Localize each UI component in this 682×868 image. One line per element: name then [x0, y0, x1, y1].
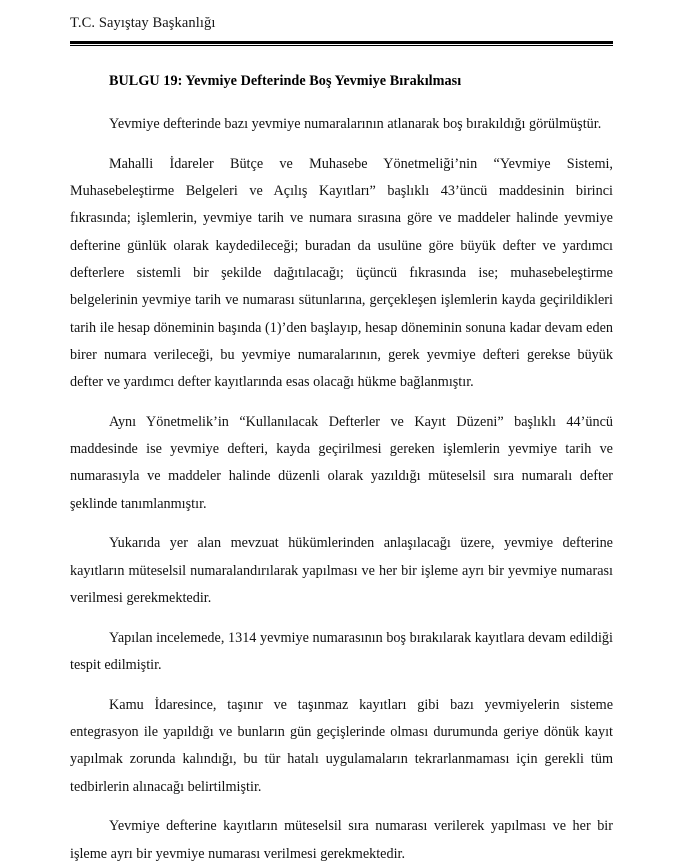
paragraph-recommendation: Yevmiye defterine kayıtların müteselsil sıra numarası verilerek yapılması ve her bir işleme ayrı bir yevmiye numarası verilmesi gerekmektedir. — [70, 818, 613, 862]
finding-title: BULGU 19: Yevmiye Defterinde Boş Yevmiye Bırakılması — [109, 73, 462, 89]
document-body — [70, 72, 613, 868]
paragraph-summary: Yevmiye defterinde bazı yevmiye numaralarının atlanarak boş bırakıldığı görülmüştür. — [109, 116, 602, 133]
page-header — [70, 14, 613, 32]
paragraph-examination-result: Yapılan incelemede, 1314 yevmiye numarasının boş bırakılarak kayıtlara devam edildiği tespit edilmiştir. — [70, 629, 613, 673]
paragraph-regulation-article-43: Mahalli İdareler Bütçe ve Muhasebe Yönetmeliği’nin “Yevmiye Sistemi, Muhasebeleştirme Belgeleri ve Açılış Kayıtları” başlıklı 43’üncü maddesinin birinci fıkrasında; işlemlerin, yevmiye tarih ve numara sırasına göre ve maddeler halinde yevmiye defterine günlük olarak kaydedileceği; buradan da usulüne göre büyük defter ve yardımcı defterlere sistemli bir şekilde dağıtılacağı; üçüncü fıkrasında ise; muhasebeleştirme belgelerinin yevmiye tarih ve numarası sütunlarına, gerçekleşen işlemlerin kayda geçirildikleri tarih ile hesap döneminin başında (1)’den başlayıp, hesap döneminin sonuna kadar devam eden birer numara verileceği, bu yevmiye numaralarının, gerek yevmiye defteri gerekse büyük defter ve yardımcı defter kayıtlarında esas olacağı hükme bağlanmıştır. — [70, 155, 613, 391]
paragraph-regulation-article-44: Aynı Yönetmelik’in “Kullanılacak Defterler ve Kayıt Düzeni” başlıklı 44’üncü maddesinde ise yevmiye defteri, kayda geçirilmesi gereken işlemlerin yevmiye tarih ve numarasıyla ve maddeler halinde düzenli olarak yazıldığı müteselsil sıra numaralı defter şeklinde tanımlanmıştır. — [70, 413, 613, 512]
header-divider-rule — [70, 41, 613, 46]
header-institution-name: T.C. Sayıştay Başkanlığı — [70, 15, 216, 31]
paragraph-administration-response: Kamu İdaresince, taşınır ve taşınmaz kayıtları gibi bazı yevmiyelerin sisteme entegrasyon ile yapıldığı ve bunların gün geçişlerinde olması durumunda geriye dönük kayıt yapılmak zorunda kalındığı, bu tür hatalı uygulamaların tekrarlanmaması için gerekli tüm tedbirlerin alınacağı belirtilmiştir. — [70, 696, 613, 795]
paragraph-legal-conclusion: Yukarıda yer alan mevzuat hükümlerinden anlaşılacağı üzere, yevmiye defterine kayıtların müteselsil numaralandırılarak yapılması ve her bir işleme ayrı bir yevmiye numarası verilmesi gerekmektedir. — [70, 535, 613, 606]
